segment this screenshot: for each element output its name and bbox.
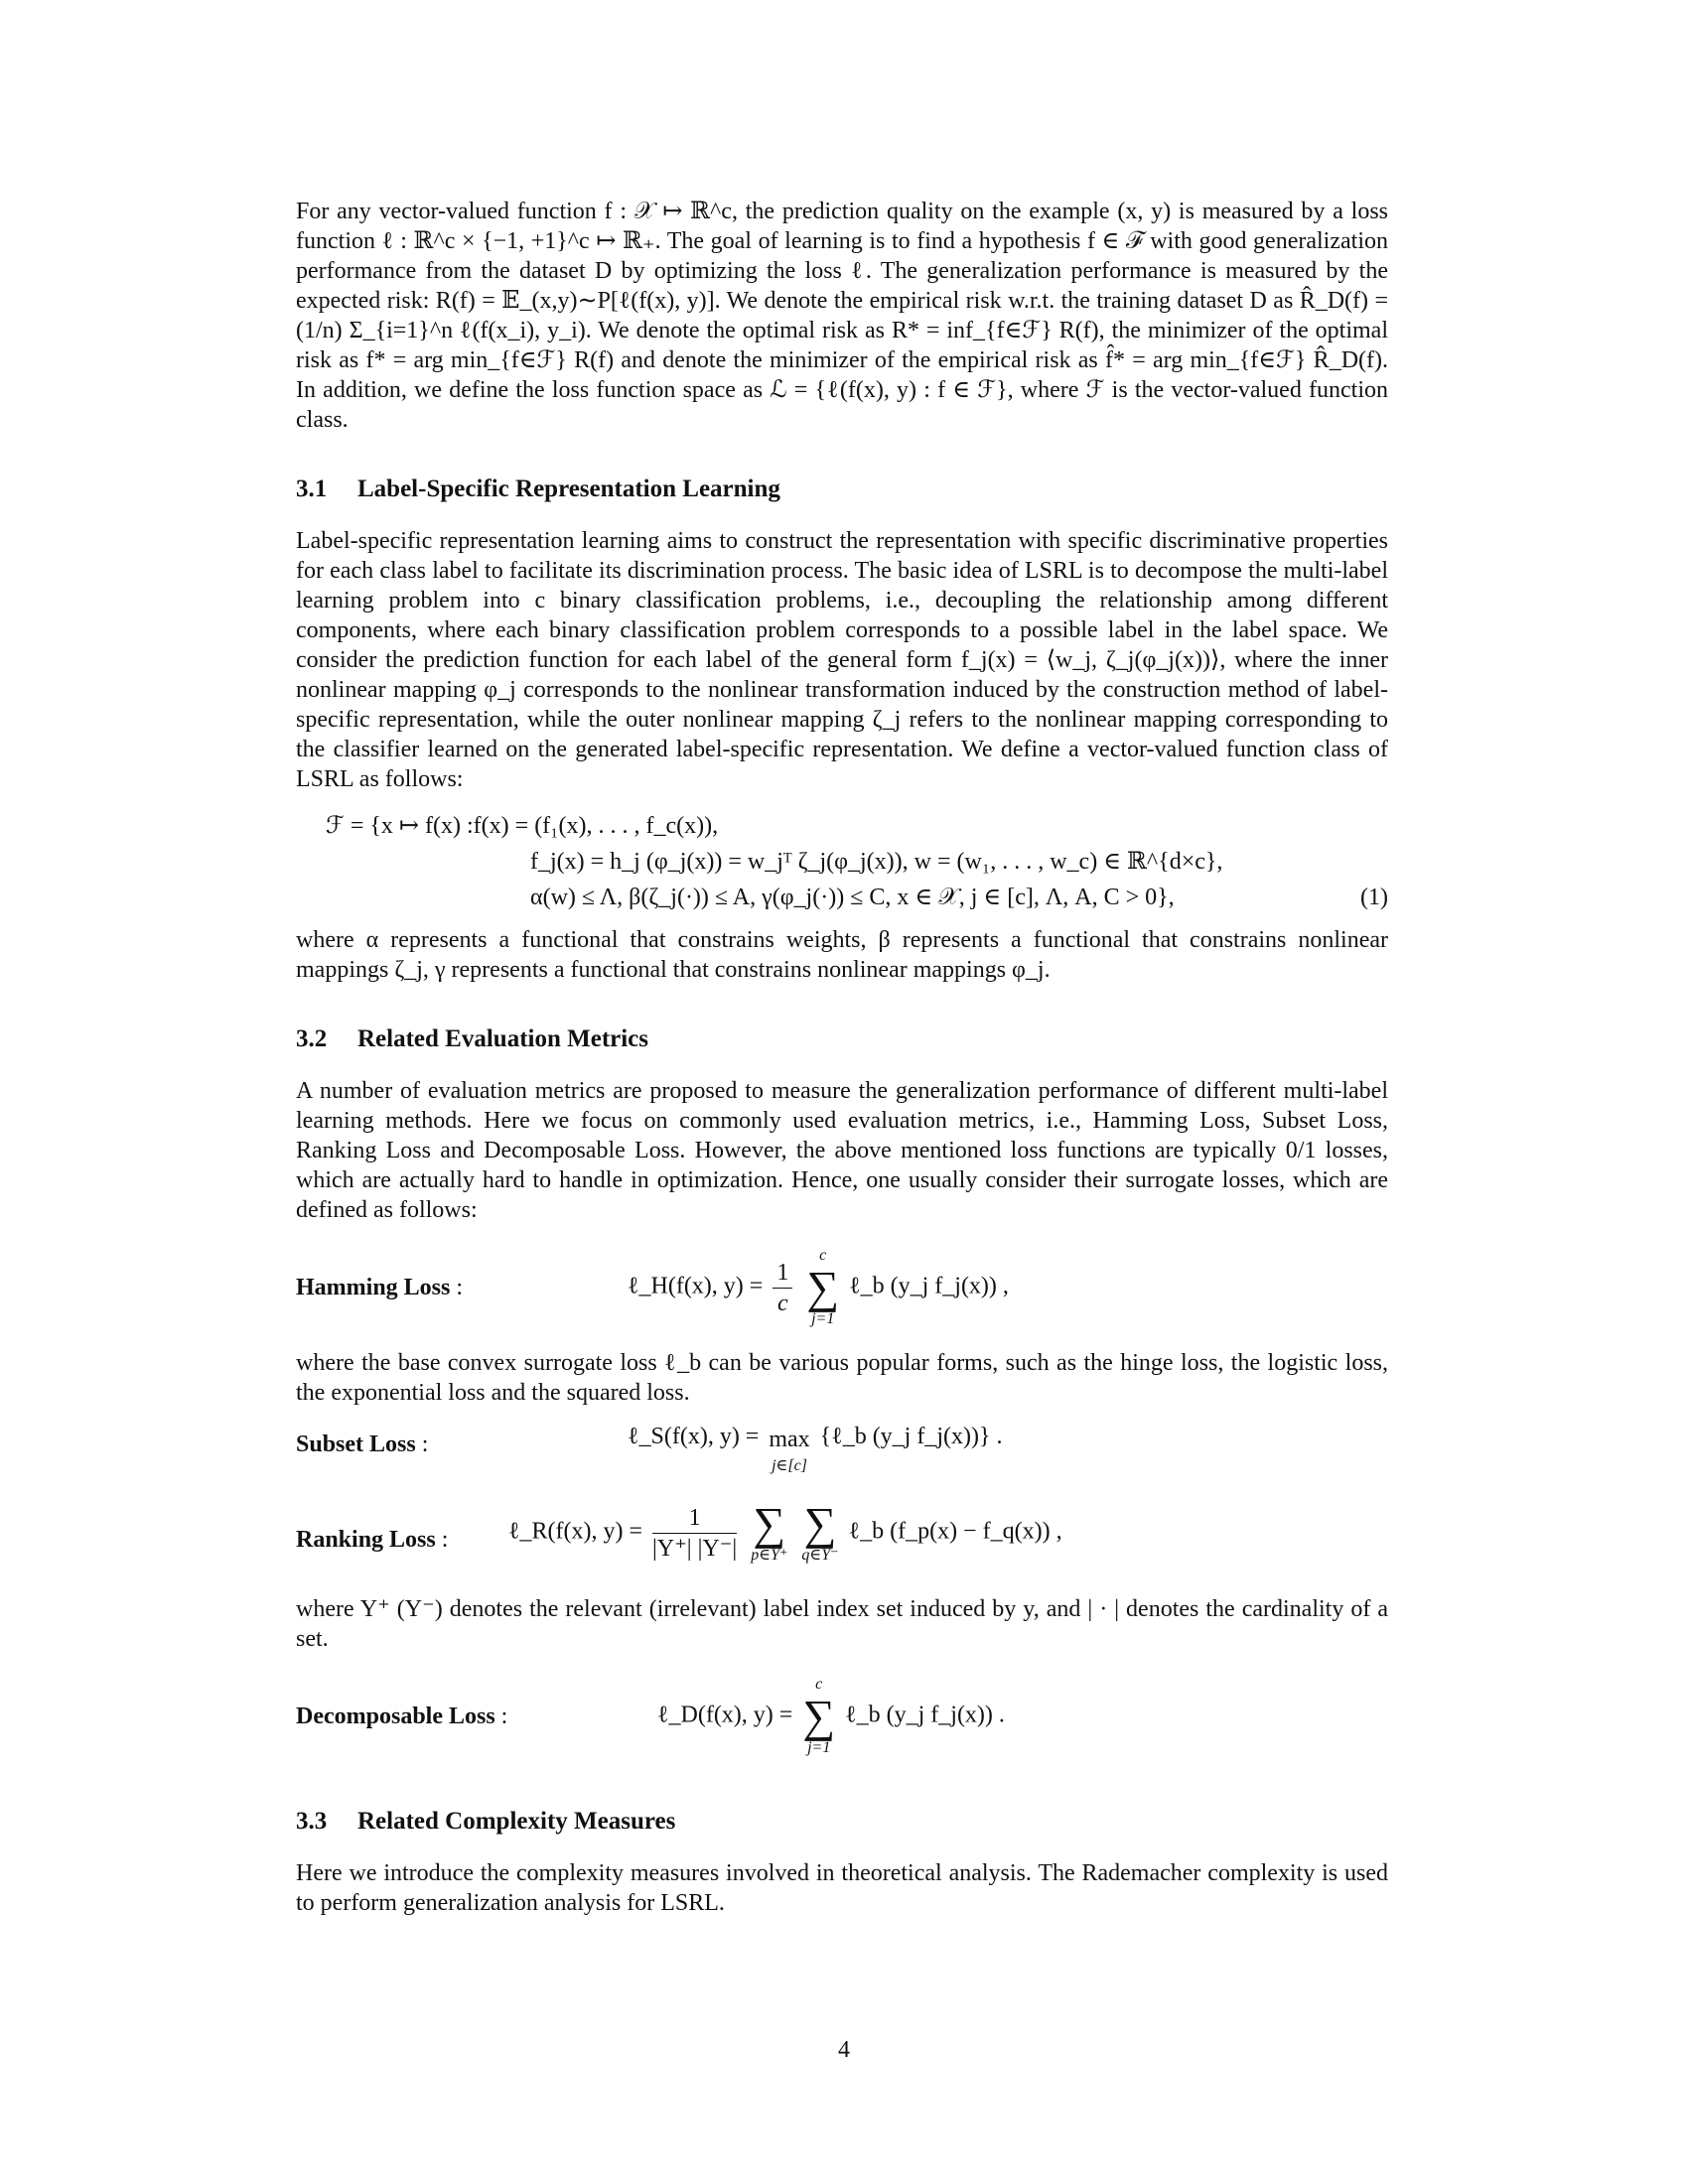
loss-label: Ranking Loss	[296, 1527, 436, 1553]
equation-line: α(w) ≤ Λ, β(ζ_j(·)) ≤ A, γ(φ_j(·)) ≤ C, x ∈ 𝒳, j ∈ [c], Λ, A, C > 0},	[530, 885, 1175, 910]
hamming-loss-definition: Hamming Loss : ℓ_H(f(x), y) = $\frac{1}{c}$ c ∑ j=1 ℓ_b (y_j f_j(x)) ,	[296, 1247, 1009, 1327]
loss-rhs: ℓ_b (y_j f_j(x)) .	[845, 1702, 1005, 1728]
paper-page	[296, 197, 1388, 1918]
loss-lhs: ℓ_H(f(x), y) =	[628, 1273, 764, 1299]
subset-loss-definition: Subset Loss : ℓ_S(f(x), y) = max j∈[c] {ℓ_b (y_j f_j(x))} .	[296, 1424, 1003, 1474]
section-3-3-body: Here we introduce the complexity measures involved in theoretical analysis. The Rademacher complexity is used to perform generalization analysis for LSRL.	[296, 1860, 1388, 1916]
section-3-2	[296, 1024, 1388, 1767]
ranking-after: where Y⁺ (Y⁻) denotes the relevant (irrelevant) label index set induced by y, and | · | denotes the cardinality of a set.	[296, 1596, 1388, 1652]
section-3-1	[296, 475, 1388, 985]
equation-line: f_j(x) = h_j (φ_j(x)) = w_jᵀ ζ_j(φ_j(x)), w = (w₁, . . . , w_c) ∈ ℝ^{d×c},	[530, 849, 1223, 875]
section-heading: 3.3 Related Complexity Measures	[296, 1808, 676, 1835]
section-heading: 3.1 Label-Specific Representation Learning	[296, 476, 780, 502]
section-3-3	[296, 1807, 1388, 1918]
section-3-1-body: Label-specific representation learning aims to construct the representation with specific discriminative properties for each class label to facilitate its discrimination process. The basic idea of LSRL is to decompose the multi-label learning problem into c binary classification problems, i.e., decoupling the relationship among different components, where each binary classification problem corresponds to a possible label in the label space. We consider the prediction function for each label of the general form f_j(x) = ⟨w_j, ζ_j(φ_j(x))⟩, where the inner nonlinear mapping φ_j corresponds to the nonlinear transformation induced by the construction method of label-specific representation, while the outer nonlinear mapping ζ_j refers to the nonlinear mapping corresponding to the classifier learned on the generated label-specific representation. We define a vector-valued function class of LSRL as follows:	[296, 528, 1388, 792]
loss-lhs: ℓ_R(f(x), y) =	[508, 1518, 642, 1545]
loss-rhs: ℓ_b (f_p(x) − f_q(x)) ,	[848, 1518, 1062, 1545]
loss-lhs: ℓ_S(f(x), y) =	[628, 1424, 760, 1449]
loss-rhs: {ℓ_b (y_j f_j(x))} .	[819, 1424, 1003, 1449]
hamming-after: where the base convex surrogate loss ℓ_b can be various popular forms, such as the hinge loss, the logistic loss, the exponential loss and the squared loss.	[296, 1350, 1388, 1406]
loss-lhs: ℓ_D(f(x), y) =	[657, 1702, 793, 1728]
loss-label: Decomposable Loss	[296, 1704, 495, 1729]
intro-paragraph: For any vector-valued function f : 𝒳 ↦ ℝ^c, the prediction quality on the example (x, y) is measured by a loss function ℓ : ℝ^c × {−1, +1}^c ↦ ℝ₊. The goal of learning is to find a hypothesis f ∈ ℱ with good generalization performance from the dataset D by optimizing the loss ℓ. The generalization performance is measured by the expected risk: R(f) = 𝔼_(x,y)∼P[ℓ(f(x), y)]. We denote the empirical risk w.r.t. the training dataset D as R̂_D(f) = (1/n) Σ_{i=1}^n ℓ(f(x_i), y_i). We denote the optimal risk as R* = inf_{f∈ℱ} R(f), the minimizer of the optimal risk as f* = arg min_{f∈ℱ} R(f) and denote the minimizer of the empirical risk as f̂* = arg min_{f∈ℱ} R̂_D(f). In addition, we define the loss function space as ℒ = {ℓ(f(x), y) : f ∈ ℱ}, where ℱ is the vector-valued function class.	[296, 199, 1388, 433]
equation-line: ℱ = {x ↦ f(x) :f(x) = (f₁(x), . . . , f_c(x)),	[326, 813, 719, 839]
ranking-loss-definition: Ranking Loss : ℓ_R(f(x), y) = $\frac{1}{|Y^+| |Y^-|}$ ∑ p∈Y⁺ ∑ q∈Y⁻ ℓ_b (f_p(x) − f_q(x)) ,	[296, 1498, 1062, 1564]
loss-label: Subset Loss	[296, 1432, 416, 1457]
section-3-1-after: where α represents a functional that constrains weights, β represents a functional that constrains nonlinear mappings ζ_j, γ represents a functional that constrains nonlinear mappings φ_j.	[296, 927, 1388, 983]
section-heading: 3.2 Related Evaluation Metrics	[296, 1025, 649, 1052]
equation-number: (1)	[1360, 885, 1388, 910]
section-3-2-body: A number of evaluation metrics are proposed to measure the generalization performance of different multi-label learning methods. Here we focus on commonly used evaluation metrics, i.e., Hamming Loss, Subset Loss, Ranking Loss and Decomposable Loss. However, the above mentioned loss functions are typically 0/1 losses, which are actually hard to handle in optimization. Hence, one usually consider their surrogate losses, which are defined as follows:	[296, 1078, 1388, 1223]
page-number: 4	[838, 2037, 850, 2063]
decomposable-loss-definition: Decomposable Loss : ℓ_D(f(x), y) = c ∑ j=1 ℓ_b (y_j f_j(x)) .	[296, 1676, 1005, 1756]
equation-1	[296, 808, 1388, 915]
loss-label: Hamming Loss	[296, 1275, 451, 1300]
loss-rhs: ℓ_b (y_j f_j(x)) ,	[849, 1273, 1009, 1299]
